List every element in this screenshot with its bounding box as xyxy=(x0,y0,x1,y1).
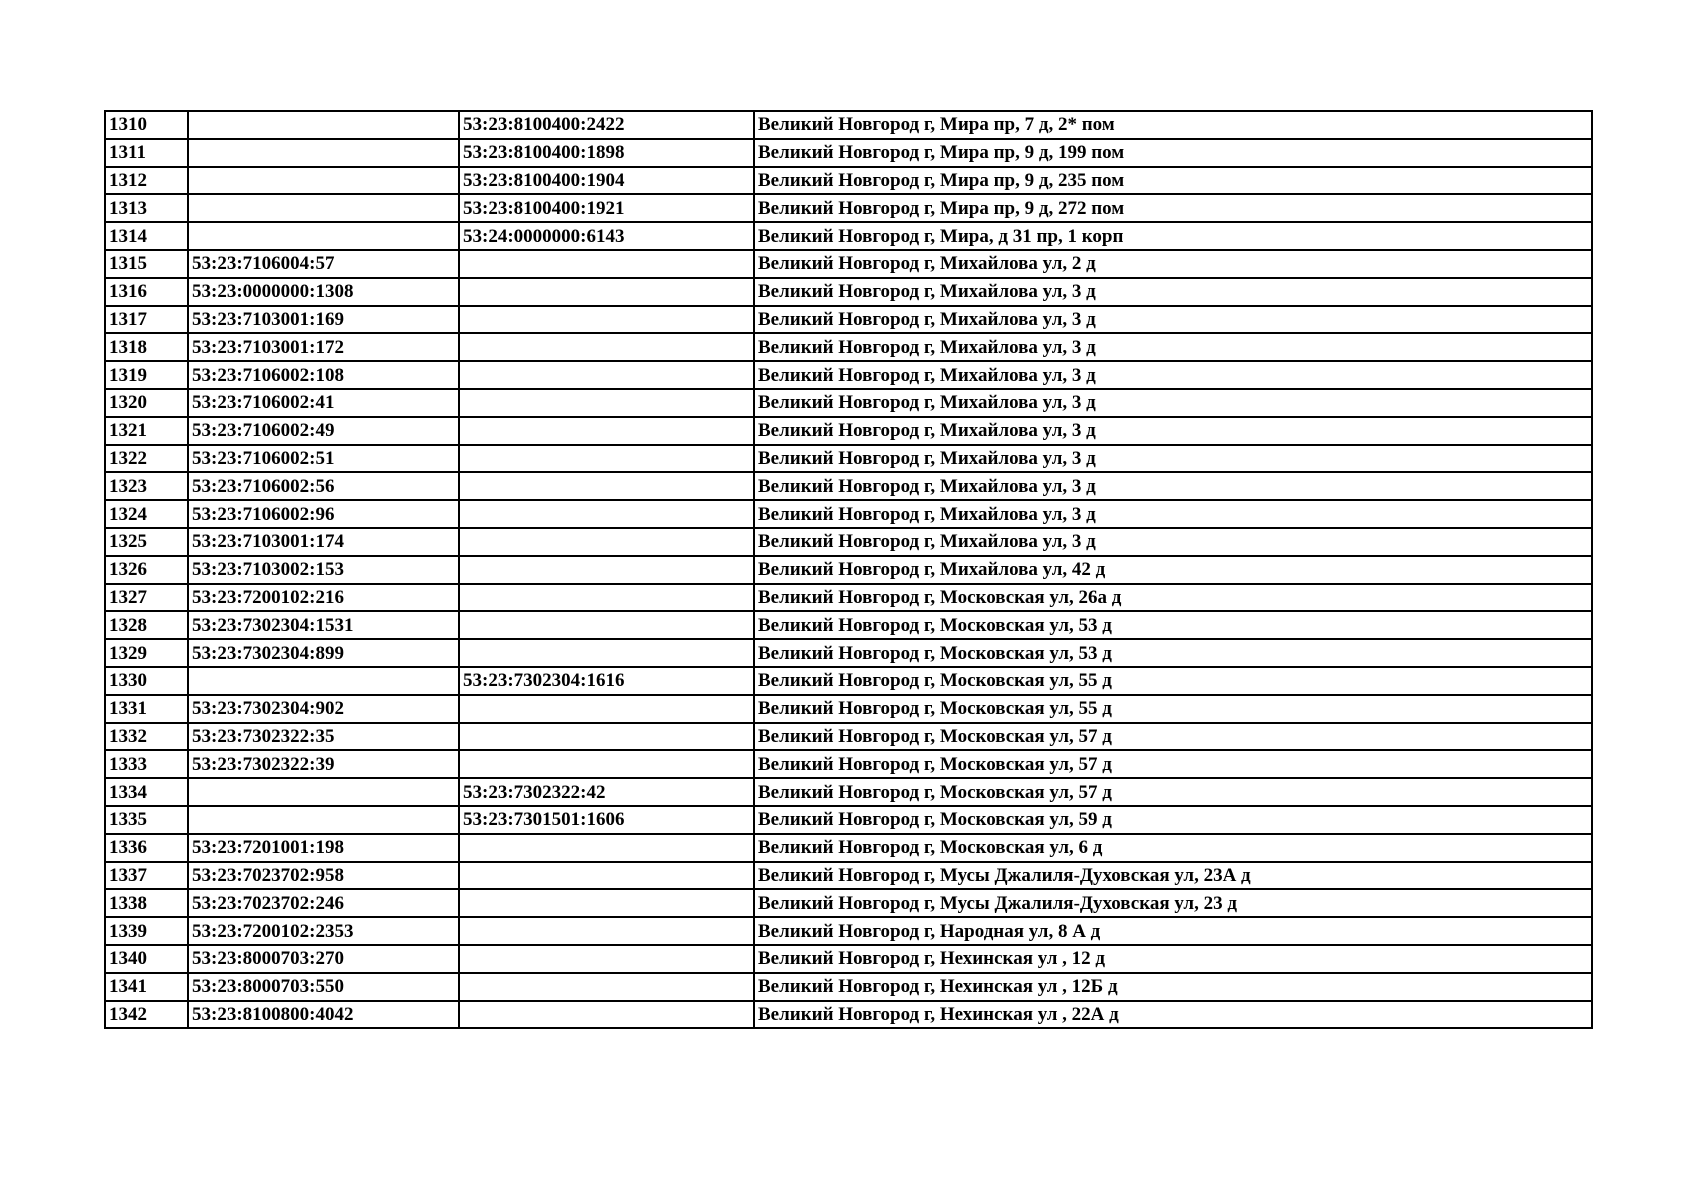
cadastral-number-alt-cell xyxy=(459,333,754,361)
table-row xyxy=(105,611,1592,639)
cadastral-number-cell: 53:23:7103002:153 xyxy=(188,556,459,584)
cadastral-number-alt-cell: 53:23:8100400:1904 xyxy=(459,167,754,195)
row-number-cell: 1318 xyxy=(105,333,188,361)
cadastral-number-cell: 53:23:7103001:172 xyxy=(188,333,459,361)
cadastral-number-cell: 53:23:7106002:108 xyxy=(188,361,459,389)
address-cell: Великий Новгород г, Народная ул, 8 А д xyxy=(754,917,1592,945)
address-cell: Великий Новгород г, Нехинская ул , 12Б д xyxy=(754,973,1592,1001)
address-cell: Великий Новгород г, Михайлова ул, 3 д xyxy=(754,417,1592,445)
cadastral-number-cell xyxy=(188,167,459,195)
table-row xyxy=(105,139,1592,167)
table-row xyxy=(105,333,1592,361)
row-number-cell: 1332 xyxy=(105,723,188,751)
address-cell: Великий Новгород г, Московская ул, 57 д xyxy=(754,723,1592,751)
row-number-cell: 1333 xyxy=(105,750,188,778)
address-cell: Великий Новгород г, Мусы Джалиля-Духовская ул, 23 д xyxy=(754,889,1592,917)
row-number-cell: 1338 xyxy=(105,889,188,917)
cadastral-number-alt-cell xyxy=(459,611,754,639)
table-row xyxy=(105,750,1592,778)
cadastral-number-cell xyxy=(188,778,459,806)
table-row xyxy=(105,167,1592,195)
cadastral-number-alt-cell: 53:24:0000000:6143 xyxy=(459,222,754,250)
row-number-cell: 1334 xyxy=(105,778,188,806)
cadastral-number-alt-cell xyxy=(459,834,754,862)
cadastral-number-cell: 53:23:7106004:57 xyxy=(188,250,459,278)
row-number-cell: 1311 xyxy=(105,139,188,167)
table-row xyxy=(105,222,1592,250)
cadastral-number-alt-cell: 53:23:7301501:1606 xyxy=(459,806,754,834)
row-number-cell: 1314 xyxy=(105,222,188,250)
cadastral-number-alt-cell xyxy=(459,417,754,445)
row-number-cell: 1319 xyxy=(105,361,188,389)
row-number-cell: 1337 xyxy=(105,862,188,890)
address-cell: Великий Новгород г, Михайлова ул, 3 д xyxy=(754,472,1592,500)
row-number-cell: 1316 xyxy=(105,278,188,306)
table-row xyxy=(105,445,1592,473)
row-number-cell: 1322 xyxy=(105,445,188,473)
row-number-cell: 1342 xyxy=(105,1001,188,1029)
cadastral-number-alt-cell xyxy=(459,917,754,945)
row-number-cell: 1321 xyxy=(105,417,188,445)
table-row xyxy=(105,556,1592,584)
cadastral-number-alt-cell: 53:23:7302322:42 xyxy=(459,778,754,806)
cadastral-number-cell: 53:23:7106002:56 xyxy=(188,472,459,500)
table-row xyxy=(105,778,1592,806)
table-row xyxy=(105,500,1592,528)
table-row xyxy=(105,472,1592,500)
row-number-cell: 1328 xyxy=(105,611,188,639)
cadastral-number-cell: 53:23:7106002:51 xyxy=(188,445,459,473)
address-cell: Великий Новгород г, Мира пр, 9 д, 199 пом xyxy=(754,139,1592,167)
cadastral-number-alt-cell xyxy=(459,306,754,334)
address-cell: Великий Новгород г, Михайлова ул, 3 д xyxy=(754,500,1592,528)
cadastral-number-cell xyxy=(188,111,459,139)
cadastral-number-alt-cell xyxy=(459,723,754,751)
cadastral-number-cell: 53:23:7302322:39 xyxy=(188,750,459,778)
row-number-cell: 1330 xyxy=(105,667,188,695)
row-number-cell: 1327 xyxy=(105,584,188,612)
row-number-cell: 1326 xyxy=(105,556,188,584)
address-cell: Великий Новгород г, Московская ул, 26а д xyxy=(754,584,1592,612)
table-row xyxy=(105,584,1592,612)
table-row xyxy=(105,917,1592,945)
cadastral-number-alt-cell xyxy=(459,695,754,723)
cadastral-number-cell: 53:23:8000703:270 xyxy=(188,945,459,973)
cadastral-number-cell: 53:23:7106002:49 xyxy=(188,417,459,445)
address-cell: Великий Новгород г, Московская ул, 53 д xyxy=(754,611,1592,639)
table-row xyxy=(105,361,1592,389)
cadastral-number-cell: 53:23:7023702:958 xyxy=(188,862,459,890)
cadastral-number-cell xyxy=(188,222,459,250)
row-number-cell: 1310 xyxy=(105,111,188,139)
cadastral-number-alt-cell: 53:23:7302304:1616 xyxy=(459,667,754,695)
address-cell: Великий Новгород г, Михайлова ул, 3 д xyxy=(754,306,1592,334)
cadastral-number-alt-cell xyxy=(459,389,754,417)
table-row xyxy=(105,278,1592,306)
address-cell: Великий Новгород г, Михайлова ул, 3 д xyxy=(754,445,1592,473)
address-cell: Великий Новгород г, Мира пр, 9 д, 235 пом xyxy=(754,167,1592,195)
table-row xyxy=(105,723,1592,751)
row-number-cell: 1336 xyxy=(105,834,188,862)
property-table-body xyxy=(105,111,1592,1028)
table-row xyxy=(105,417,1592,445)
address-cell: Великий Новгород г, Московская ул, 57 д xyxy=(754,750,1592,778)
row-number-cell: 1329 xyxy=(105,639,188,667)
address-cell: Великий Новгород г, Михайлова ул, 2 д xyxy=(754,250,1592,278)
cadastral-number-cell xyxy=(188,667,459,695)
cadastral-number-cell: 53:23:7103001:174 xyxy=(188,528,459,556)
cadastral-number-alt-cell xyxy=(459,361,754,389)
cadastral-number-alt-cell xyxy=(459,472,754,500)
address-cell: Великий Новгород г, Московская ул, 53 д xyxy=(754,639,1592,667)
cadastral-number-alt-cell xyxy=(459,889,754,917)
address-cell: Великий Новгород г, Михайлова ул, 42 д xyxy=(754,556,1592,584)
cadastral-number-alt-cell xyxy=(459,973,754,1001)
address-cell: Великий Новгород г, Московская ул, 57 д xyxy=(754,778,1592,806)
table-row xyxy=(105,695,1592,723)
table-row xyxy=(105,306,1592,334)
row-number-cell: 1317 xyxy=(105,306,188,334)
address-cell: Великий Новгород г, Московская ул, 59 д xyxy=(754,806,1592,834)
cadastral-number-cell: 53:23:7106002:96 xyxy=(188,500,459,528)
cadastral-number-cell: 53:23:8100800:4042 xyxy=(188,1001,459,1029)
address-cell: Великий Новгород г, Нехинская ул , 22А д xyxy=(754,1001,1592,1029)
address-cell: Великий Новгород г, Михайлова ул, 3 д xyxy=(754,333,1592,361)
row-number-cell: 1323 xyxy=(105,472,188,500)
table-row xyxy=(105,667,1592,695)
row-number-cell: 1339 xyxy=(105,917,188,945)
address-cell: Великий Новгород г, Михайлова ул, 3 д xyxy=(754,361,1592,389)
cadastral-number-cell: 53:23:7302322:35 xyxy=(188,723,459,751)
cadastral-number-alt-cell xyxy=(459,750,754,778)
cadastral-number-alt-cell xyxy=(459,945,754,973)
row-number-cell: 1335 xyxy=(105,806,188,834)
cadastral-number-cell: 53:23:7200102:2353 xyxy=(188,917,459,945)
cadastral-number-cell: 53:23:7302304:899 xyxy=(188,639,459,667)
table-row xyxy=(105,639,1592,667)
table-row xyxy=(105,834,1592,862)
row-number-cell: 1313 xyxy=(105,194,188,222)
row-number-cell: 1315 xyxy=(105,250,188,278)
address-cell: Великий Новгород г, Михайлова ул, 3 д xyxy=(754,528,1592,556)
row-number-cell: 1324 xyxy=(105,500,188,528)
cadastral-number-alt-cell xyxy=(459,584,754,612)
table-row xyxy=(105,389,1592,417)
cadastral-number-alt-cell xyxy=(459,445,754,473)
cadastral-number-cell: 53:23:7023702:246 xyxy=(188,889,459,917)
cadastral-number-alt-cell: 53:23:8100400:1921 xyxy=(459,194,754,222)
cadastral-number-cell: 53:23:7302304:1531 xyxy=(188,611,459,639)
cadastral-number-alt-cell xyxy=(459,500,754,528)
cadastral-number-alt-cell xyxy=(459,639,754,667)
table-row xyxy=(105,194,1592,222)
cadastral-number-cell: 53:23:8000703:550 xyxy=(188,973,459,1001)
address-cell: Великий Новгород г, Мира, д 31 пр, 1 корп xyxy=(754,222,1592,250)
table-row xyxy=(105,945,1592,973)
cadastral-number-alt-cell: 53:23:8100400:2422 xyxy=(459,111,754,139)
cadastral-number-cell: 53:23:7201001:198 xyxy=(188,834,459,862)
address-cell: Великий Новгород г, Мусы Джалиля-Духовская ул, 23А д xyxy=(754,862,1592,890)
cadastral-number-alt-cell: 53:23:8100400:1898 xyxy=(459,139,754,167)
cadastral-number-cell xyxy=(188,139,459,167)
row-number-cell: 1340 xyxy=(105,945,188,973)
table-row xyxy=(105,1001,1592,1029)
row-number-cell: 1341 xyxy=(105,973,188,1001)
table-row xyxy=(105,889,1592,917)
address-cell: Великий Новгород г, Михайлова ул, 3 д xyxy=(754,389,1592,417)
table-row xyxy=(105,111,1592,139)
table-row xyxy=(105,250,1592,278)
property-table xyxy=(104,110,1593,1029)
table-row xyxy=(105,973,1592,1001)
row-number-cell: 1331 xyxy=(105,695,188,723)
cadastral-number-cell xyxy=(188,194,459,222)
address-cell: Великий Новгород г, Московская ул, 55 д xyxy=(754,695,1592,723)
row-number-cell: 1325 xyxy=(105,528,188,556)
address-cell: Великий Новгород г, Московская ул, 6 д xyxy=(754,834,1592,862)
address-cell: Великий Новгород г, Михайлова ул, 3 д xyxy=(754,278,1592,306)
table-row xyxy=(105,862,1592,890)
cadastral-number-cell: 53:23:7103001:169 xyxy=(188,306,459,334)
address-cell: Великий Новгород г, Мира пр, 7 д, 2* пом xyxy=(754,111,1592,139)
address-cell: Великий Новгород г, Мира пр, 9 д, 272 пом xyxy=(754,194,1592,222)
cadastral-number-cell: 53:23:7302304:902 xyxy=(188,695,459,723)
address-cell: Великий Новгород г, Нехинская ул , 12 д xyxy=(754,945,1592,973)
address-cell: Великий Новгород г, Московская ул, 55 д xyxy=(754,667,1592,695)
cadastral-number-alt-cell xyxy=(459,278,754,306)
cadastral-number-cell: 53:23:0000000:1308 xyxy=(188,278,459,306)
cadastral-number-alt-cell xyxy=(459,1001,754,1029)
row-number-cell: 1320 xyxy=(105,389,188,417)
cadastral-number-alt-cell xyxy=(459,556,754,584)
cadastral-number-alt-cell xyxy=(459,862,754,890)
cadastral-number-cell: 53:23:7200102:216 xyxy=(188,584,459,612)
table-row xyxy=(105,528,1592,556)
cadastral-number-alt-cell xyxy=(459,250,754,278)
cadastral-number-cell xyxy=(188,806,459,834)
row-number-cell: 1312 xyxy=(105,167,188,195)
cadastral-number-cell: 53:23:7106002:41 xyxy=(188,389,459,417)
table-row xyxy=(105,806,1592,834)
cadastral-number-alt-cell xyxy=(459,528,754,556)
